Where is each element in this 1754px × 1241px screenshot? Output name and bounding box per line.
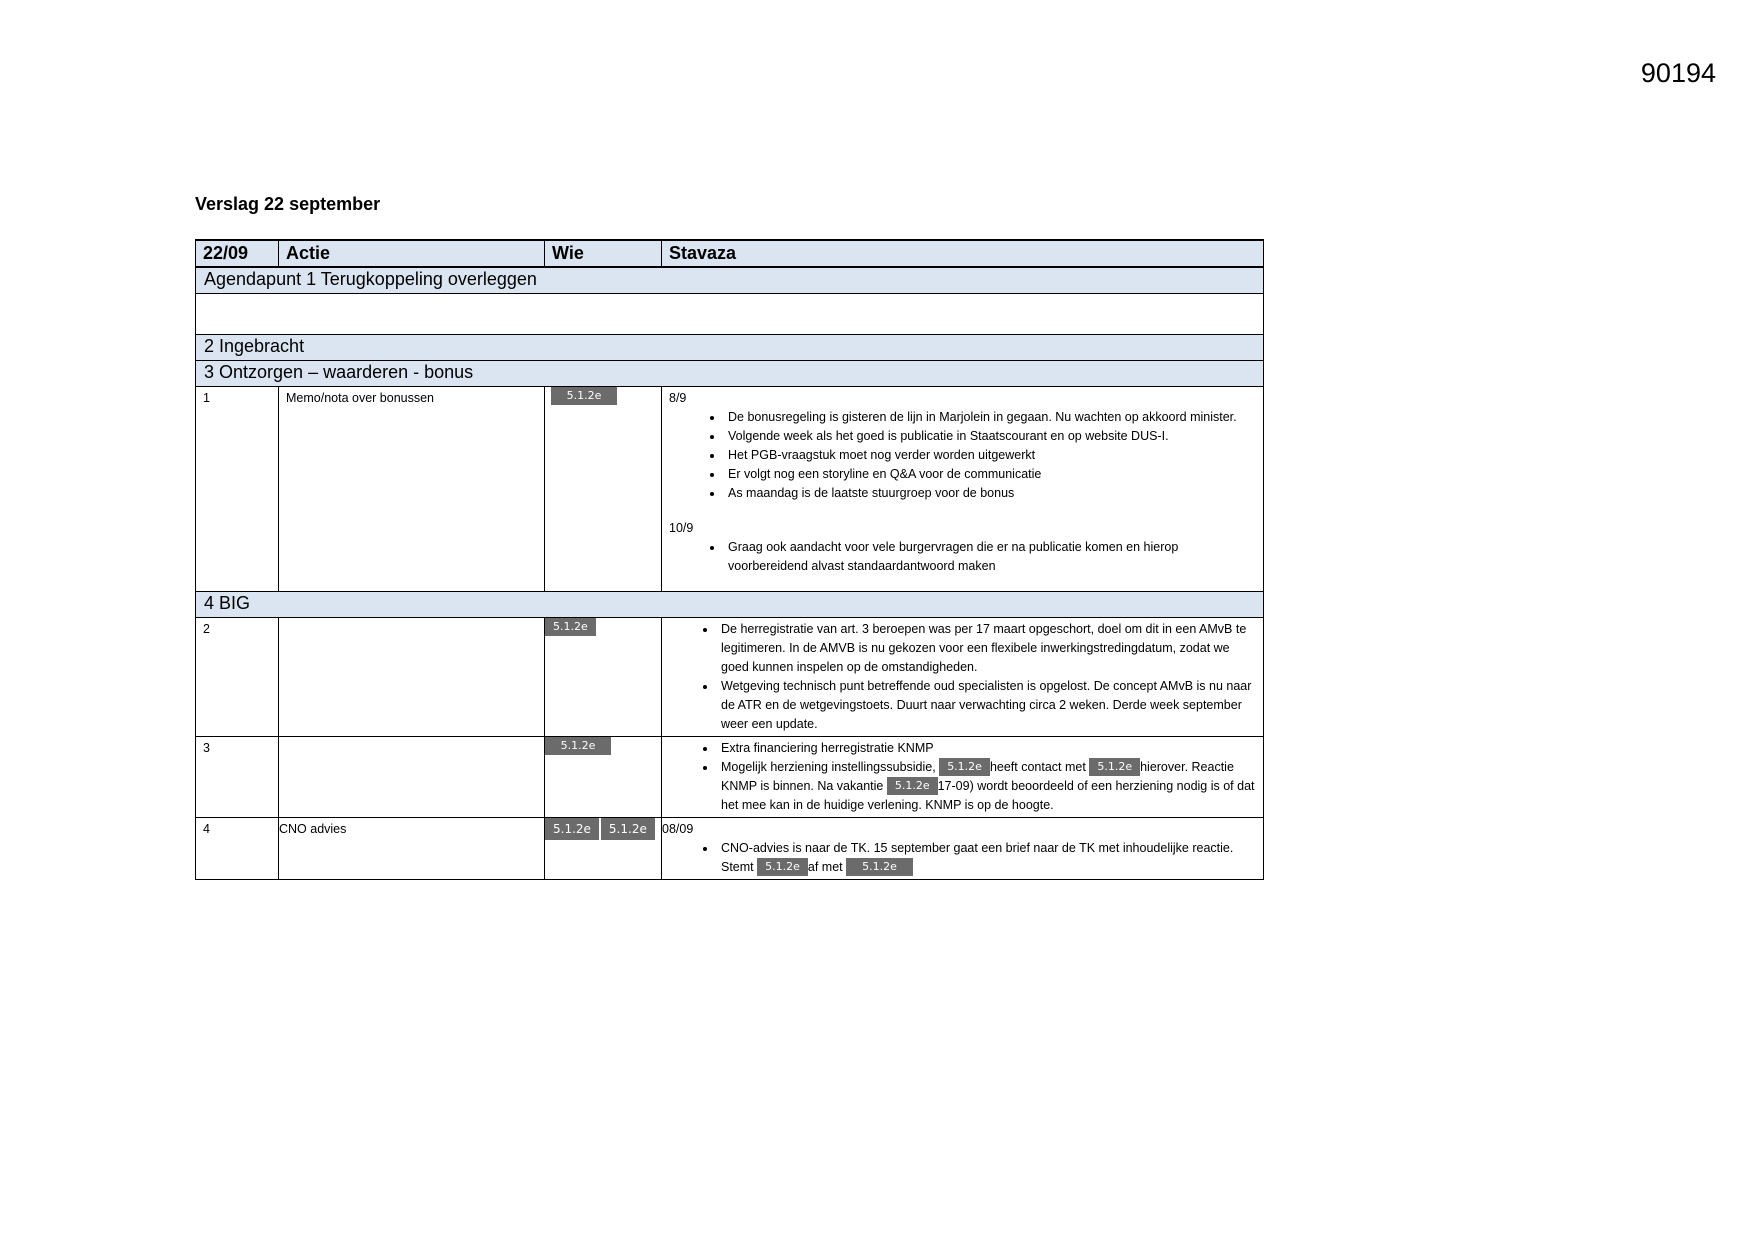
list-item: • Het PGB-vraagstuk moet nog verder worden uitgewerkt [724, 446, 1256, 465]
table-row [196, 617, 1264, 736]
section-label: 4 BIG [196, 591, 1264, 617]
row-number: 2 [196, 617, 279, 736]
header-date: 22/09 [196, 240, 279, 267]
document-number: 90194 [1640, 58, 1716, 88]
redaction-mark: 5.1.2e [551, 387, 617, 405]
status-list [669, 538, 1256, 576]
status-list [662, 839, 1256, 877]
blank-row [196, 293, 1264, 334]
text-fragment: hierover. Reactie KNMP is binnen. Na vakantie [721, 759, 1234, 793]
status-date: 10/9 [669, 520, 694, 535]
text-fragment: 17-09) wordt beoordeeld of een herziening nodig is of dat het mee kan in de huidige verlening. KNMP is op de hoogte. [721, 778, 1255, 812]
redaction-mark: 5.1.2e [545, 818, 599, 840]
header-actie: Actie [279, 240, 545, 267]
action-table [195, 239, 1264, 880]
row-number: 4 [196, 817, 279, 879]
row-actie [279, 617, 545, 736]
list-item: • De herregistratie van art. 3 beroepen was per 17 maart opgeschort, doel om dit in een AMvB te legitimeren. In de AMVB is nu gekozen voor een flexibele inwerkingstredingdatum, zodat we goed kunnen inspelen op de omstandigheden. [717, 620, 1256, 677]
section-row [196, 591, 1264, 617]
row-stavaza [662, 736, 1264, 817]
status-date: 08/09 [662, 821, 694, 836]
row-number: 1 [196, 386, 279, 591]
text-fragment: Mogelijk herziening instellingssubsidie, [721, 759, 936, 774]
report-title: Verslag 22 september [195, 194, 381, 214]
header-wie: Wie [545, 240, 662, 267]
text-fragment: af met [807, 859, 843, 874]
row-number: 3 [196, 736, 279, 817]
section-row [196, 267, 1264, 293]
list-item: • De bonusregeling is gisteren de lijn in Marjolein in gegaan. Nu wachten op akkoord minister. [724, 408, 1256, 427]
header-stavaza: Stavaza [662, 240, 1264, 267]
row-actie [279, 736, 545, 817]
row-actie: CNO advies [279, 817, 545, 879]
redaction-mark: 5.1.2e [545, 618, 596, 636]
text-fragment: heeft contact met [989, 759, 1086, 774]
table-row [196, 386, 1264, 591]
row-actie: Memo/nota over bonussen [279, 386, 545, 591]
table-row [196, 736, 1264, 817]
table-header-row [196, 240, 1264, 267]
redaction-mark: 5.1.2e [601, 818, 655, 840]
text-fragment: CNO-advies is naar de TK. 15 september gaat een brief naar de TK met inhoudelijke reactie. Stemt [721, 840, 1234, 874]
row-stavaza [662, 386, 1264, 591]
table-row [196, 817, 1264, 879]
list-item [717, 758, 1256, 815]
status-list [669, 739, 1256, 815]
section-row [196, 360, 1264, 386]
row-stavaza [662, 617, 1264, 736]
list-item [717, 839, 1256, 877]
status-date: 8/9 [669, 390, 687, 405]
redaction-mark: 5.1.2e [1089, 758, 1140, 776]
list-item: • Extra financiering herregistratie KNMP [717, 739, 1256, 758]
section-label: 3 Ontzorgen – waarderen - bonus [196, 360, 1264, 386]
list-item: • Volgende week als het goed is publicatie in Staatscourant en op website DUS-I. [724, 427, 1256, 446]
section-row [196, 334, 1264, 360]
status-list [669, 408, 1256, 503]
status-list [669, 620, 1256, 734]
redaction-mark: 5.1.2e [757, 858, 808, 876]
redaction-mark: 5.1.2e [545, 737, 611, 755]
redaction-mark: 5.1.2e [939, 758, 990, 776]
redaction-mark: 5.1.2e [887, 777, 938, 795]
redaction-mark: 5.1.2e [846, 858, 913, 876]
list-item: • Er volgt nog een storyline en Q&A voor de communicatie [724, 465, 1256, 484]
list-item: • Wetgeving technisch punt betreffende oud specialisten is opgelost. De concept AMvB is nu naar de ATR en de wetgevingstoets. Duurt naar verwachting circa 2 weken. Derde week september weer een update. [717, 677, 1256, 734]
section-label: Agendapunt 1 Terugkoppeling overleggen [196, 267, 1264, 293]
row-stavaza [662, 817, 1264, 879]
list-item: • Graag ook aandacht voor vele burgervragen die er na publicatie komen en hierop voorbereidend alvast standaardantwoord maken [724, 538, 1256, 576]
section-label: 2 Ingebracht [196, 334, 1264, 360]
list-item: • As maandag is de laatste stuurgroep voor de bonus [724, 484, 1256, 503]
